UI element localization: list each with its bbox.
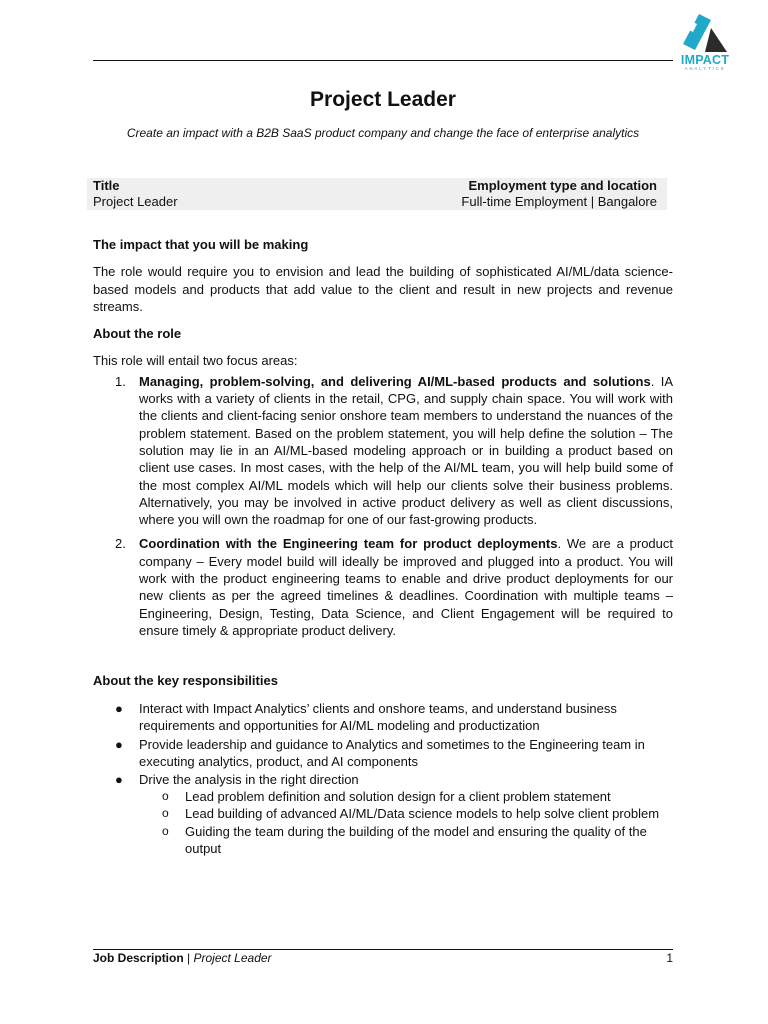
about-role-intro: This role will entail two focus areas: [93,353,298,369]
list-number: 2. [115,536,126,552]
focus-area-item [93,373,673,529]
info-value-title: Project Leader [93,194,178,209]
page-footer [93,950,673,966]
logo-subtext: ANALYTICS [684,66,726,71]
footer-separator: | [183,951,194,965]
focus-areas-list [93,373,673,639]
info-value-employment: Full-time Employment | Bangalore [461,194,657,209]
focus-area-item [93,535,673,639]
document-tagline: Create an impact with a B2B SaaS product company and change the face of enterprise analytics [126,126,640,140]
info-header-title: Title [93,178,120,193]
footer-doc-title: Project Leader [193,951,272,965]
sub-item-text: Lead building of advanced AI/ML/Data science models to help solve client problem [185,806,660,822]
list-number: 1. [115,373,126,389]
header-rule [93,60,673,61]
job-info-table [87,178,667,210]
focus-area-lead: Coordination with the Engineering team for product deployments [139,536,558,552]
info-table-header-row [87,178,667,194]
responsibility-text: Drive the analysis in the right direction [139,771,359,787]
focus-area-text: . We are a product company – Every model build will ideally be improved and plugged into a product. You will work with the product engineering teams to enable and drive product deployments for our new clients as per the agreed timelines & deadlines. Coordination with multiple teams – Engineering, Design, Testing, Data Science, and Client Engagement will be required to ensure timely & appropriate product delivery. [139,536,673,638]
section-heading-about-role: About the role [93,326,182,342]
sub-bullet-marker: o [162,823,169,838]
responsibility-item [93,736,673,771]
sub-item-text: Guiding the team during the building of the model and ensuring the quality of the output [185,823,647,856]
section-heading-responsibilities: About the key responsibilities [93,673,278,689]
impact-logo-icon [681,14,727,54]
responsibility-text: Interact with Impact Analytics’ clients and onshore teams, and understand business requirements and opportunities for AI/ML modeling and productization [139,700,617,733]
document-title: Project Leader [310,88,456,111]
bullet-marker: ● [115,771,123,787]
sub-item-text: Lead problem definition and solution design for a client problem statement [185,789,611,805]
focus-area-lead: Managing, problem-solving, and delivering AI/ML-based products and solutions [139,373,651,389]
responsibility-sub-list [93,788,673,857]
info-table-value-row [87,194,667,210]
responsibilities-list [93,700,673,788]
section-heading-impact: The impact that you will be making [93,237,309,252]
responsibility-item [93,700,673,735]
sub-bullet-marker: o [162,806,169,821]
focus-area-text: . IA works with a variety of clients in the retail, CPG, and supply chain space. You will work with the clients and client-facing senior onshore team members to understand the nuances of the problem statement. Based on the problem statement, you will help define the solution – The solution may lie in an AI/ML-based modeling approach or in building a product based on client use cases. In most cases, with the help of the AI/ML team, you will help build some of the most complex AI/ML models which will help our clients solve their business problems. Alternatively, you may be involved in active product delivery as well as client discussions, where you will own the roadmap for one of our fast-growing products. [139,373,673,528]
footer-label: Job Description [93,951,184,965]
responsibility-text: Provide leadership and guidance to Analytics and sometimes to the Engineering team in executing analytics, product, and AI components [139,737,645,770]
info-header-employment: Employment type and location [468,178,657,193]
responsibility-item [93,771,673,788]
page-number: 1 [666,951,673,965]
company-logo [677,14,733,74]
bullet-marker: ● [115,737,123,753]
responsibility-sub-item [93,805,673,822]
impact-paragraph: The role would require you to envision and lead the building of sophisticated AI/ML/data science-based models and products that add value to the client and result in new projects and revenue streams. [93,264,673,314]
logo-text: IMPACT [680,53,730,67]
responsibility-sub-item [93,823,673,858]
document-body [93,236,673,857]
sub-bullet-marker: o [162,789,169,804]
bullet-marker: ● [115,700,123,716]
responsibility-sub-item [93,788,673,805]
